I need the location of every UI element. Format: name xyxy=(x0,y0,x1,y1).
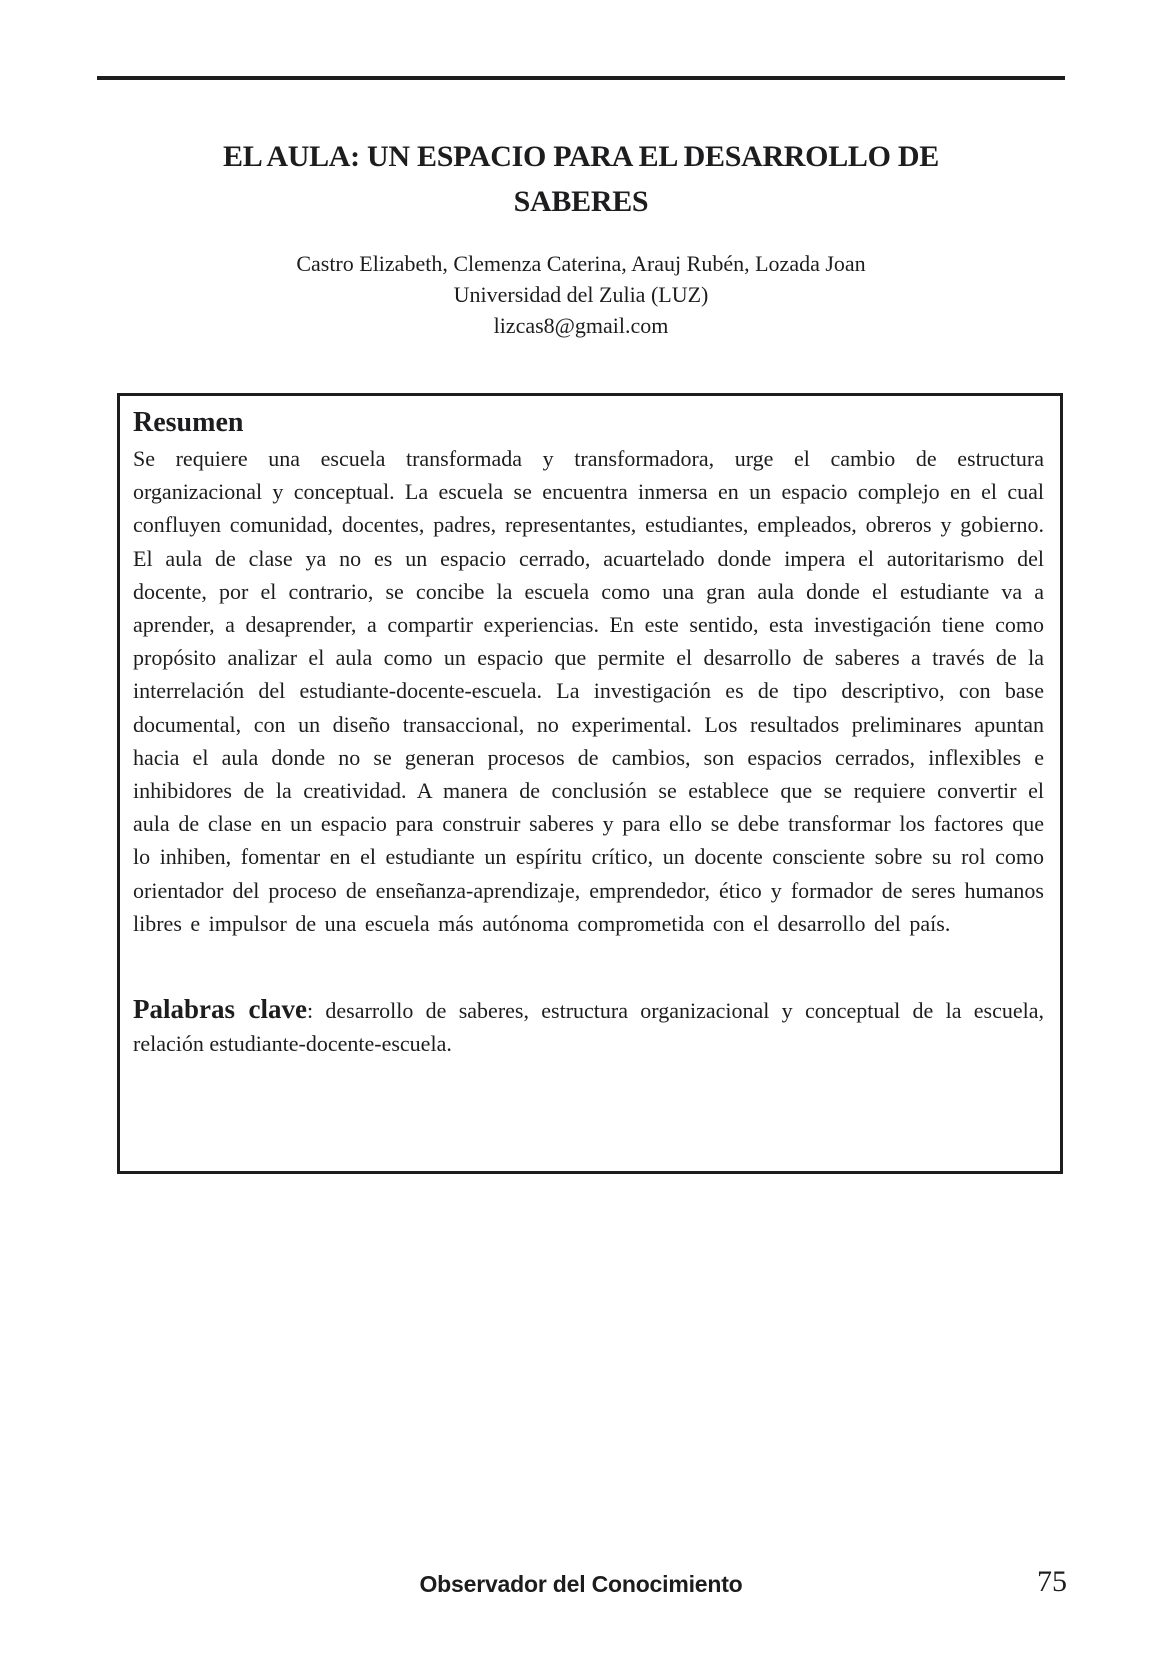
footer-journal-name: Observador del Conocimiento xyxy=(419,1571,743,1597)
byline-block xyxy=(97,248,1065,341)
keywords-label: Palabras clave xyxy=(133,994,308,1025)
abstract-heading: Resumen xyxy=(133,407,244,438)
abstract-body-text: Se requiere una escuela transformada y transformadora, urge el cambio de estructura organizacional y conceptual. La escuela se encuentra inmersa en un espacio complejo en el cual confluyen comunidad, docentes, padres, representantes, estudiantes, empleados, obreros y gobierno. El aula de clase ya no es un espacio cerrado, acuartelado donde impera el autoritarismo del docente, por el contrario, se concibe la escuela como una gran aula donde el estudiante va a aprender, a desaprender, a compartir experiencias. En este sentido, esta investigación tiene como propósito analizar el aula como un espacio que permite el desarrollo de saberes a través de la interrelación del estudiante-docente-escuela. La investigación es de tipo descriptivo, con base documental, con un diseño transaccional, no experimental. Los resultados preliminares apuntan hacia el aula donde no se generan procesos de cambios, son espacios cerrados, inflexibles e inhibidores de la creatividad. A manera de conclusión se establece que se requiere convertir el aula de clase en un espacio para construir saberes y para ello se debe transformar los factores que lo inhiben, fomentar en el estudiante un espíritu crítico, un docente consciente sobre su rol como orientador del proceso de enseñanza-aprendizaje, emprendedor, ético y formador de seres humanos libres e impulsor de una escuela más autónoma comprometida con el desarrollo del país. xyxy=(133,446,1044,936)
keywords-text: : desarrollo de saberes, estructura organizacional y conceptual de la escuela, relación estudiante-docente-escuela. xyxy=(133,998,1044,1057)
keywords-line xyxy=(133,993,1044,1060)
affiliation-line: Universidad del Zulia (LUZ) xyxy=(453,282,709,307)
page-title xyxy=(97,134,1065,224)
authors-line: Castro Elizabeth, Clemenza Caterina, Arauj Rubén, Lozada Joan xyxy=(296,251,866,276)
title-line-1: EL AULA: UN ESPACIO PARA EL DESARROLLO DE xyxy=(223,140,939,173)
abstract-box xyxy=(117,393,1063,1174)
footer-page-number: 75 xyxy=(1037,1565,1067,1598)
top-rule-divider xyxy=(97,76,1065,80)
title-line-2: SABERES xyxy=(513,185,649,218)
email-text: lizcas8@gmail.com xyxy=(493,313,669,338)
